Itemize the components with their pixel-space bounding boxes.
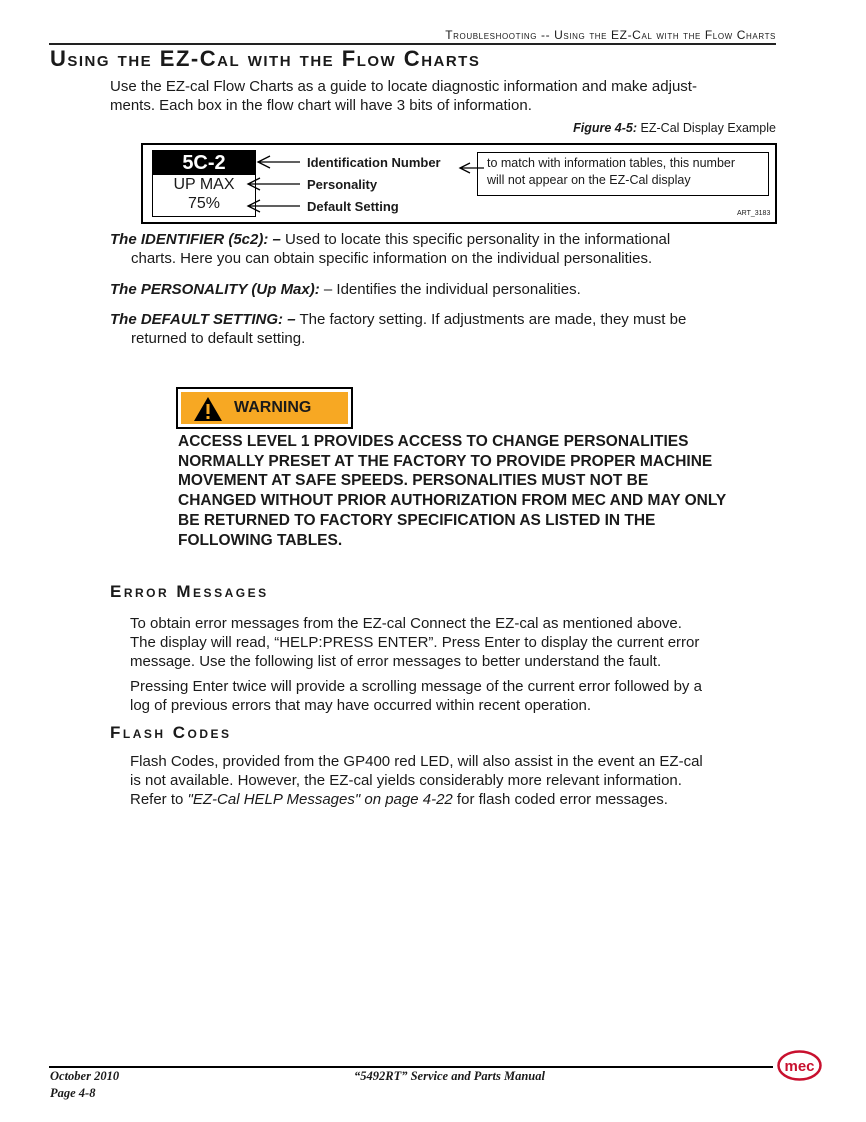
warning-triangle-icon [193,396,223,422]
definition-default: The DEFAULT SETTING: – The factory setting. If adjustments are made, they must be returned to default setting. [110,311,687,347]
definition-identifier: The IDENTIFIER (5c2): – Used to locate this specific personality in the informational charts. Here you can obtain specific information on the individual personalities. [110,231,671,267]
footer-manual-title: “5492RT” Service and Parts Manual [354,1069,545,1083]
running-header: Troubleshooting -- Using the EZ-Cal with the Flow Charts [445,28,776,42]
figure-note: to match with information tables, this number will not appear on the EZ-Cal display [477,152,769,196]
warning-label: WARNING [234,399,312,416]
flash-codes-paragraph: Flash Codes, provided from the GP400 red LED, will also assist in the event an EZ-cal is not available. However, the EZ-cal yields considerably more relevant information. Refer to "EZ-Cal HELP Messages" on page 4-22 for flash coded error messages. [130,753,703,808]
help-messages-link[interactable]: "EZ-Cal HELP Messages" on page 4-22 [187,791,453,808]
display-id: 5C-2 [153,151,255,175]
display-default: 75% [187,195,221,212]
footer-page: Page 4-8 [50,1086,96,1100]
label-default-setting: Default Setting [307,199,399,214]
display-personality: UP MAX [173,176,235,193]
error-messages-paragraph-2: Pressing Enter twice will provide a scrolling message of the current error followed by a log of previous errors that may have occurred within recent operation. [130,678,702,714]
figure-caption: Figure 4-5: EZ-Cal Display Example [573,121,776,135]
error-messages-paragraph-1: To obtain error messages from the EZ-cal Connect the EZ-cal as mentioned above. The display will read, “HELP:PRESS ENTER”. Press Enter to display the current error message. Use the following list of error messages to better understand the fault. [130,615,700,670]
heading-flash-codes: Flash Codes [110,723,232,742]
figure-arrows [0,0,866,240]
warning-text: ACCESS LEVEL 1 PROVIDES ACCESS TO CHANGE PERSONALITIES NORMALLY PRESET AT THE FACTORY TO PROVIDE PROPER MACHINE MOVEMENT AT SAFE SPEEDS. PERSONALITIES MUST NOT BE CHANGED WITHOUT PRIOR AUTHORIZATION FROM MEC AND MAY ONLY BE RETURNED TO FACTORY SPECIFICATION AS LISTED IN THE FOLLOWING TABLES. [178,433,727,549]
label-identification-number: Identification Number [307,155,441,170]
label-personality: Personality [307,177,378,192]
art-number: ART_3183 [737,210,771,217]
footer-rule [49,1066,773,1068]
heading-error-messages: Error Messages [110,582,269,601]
page-title: Using the EZ-Cal with the Flow Charts [50,46,481,71]
warning-badge [176,387,353,429]
definition-personality: The PERSONALITY (Up Max): – Identifies the individual personalities. [110,281,581,298]
svg-text:mec: mec [784,1058,815,1075]
mec-logo-icon [777,1050,822,1081]
footer-date: October 2010 [50,1069,120,1083]
intro-paragraph: Use the EZ-cal Flow Charts as a guide to locate diagnostic information and make adjust- ments. Each box in the flow chart will have 3 bits of information. [110,78,697,114]
